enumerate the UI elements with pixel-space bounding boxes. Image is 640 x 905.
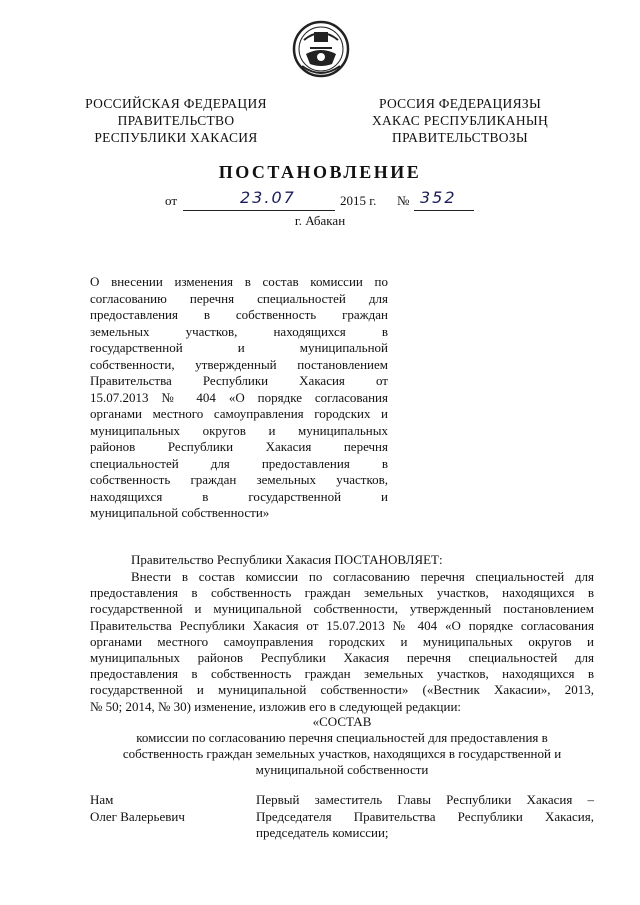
- body-line: предоставления в собственность граждан земельных участков, находящихся в: [90, 585, 594, 601]
- subject-line: государственной и муниципальной: [90, 340, 388, 355]
- resolution-body: [90, 569, 594, 715]
- member-surname: Нам: [90, 792, 114, 807]
- member-role-line: Председателя Правительства Республики Хакасия,: [256, 808, 594, 824]
- body-line: государственной и муниципальной собственности» («Вестник Хакасии», 2013,: [90, 682, 594, 698]
- resolution-subject: [90, 274, 388, 522]
- body-line: № 50; 2014, № 30) изменение, изложив его в следующей редакции:: [90, 698, 462, 714]
- subject-line: специальностей для предоставления в: [90, 455, 388, 471]
- body-line: государственной и муниципальной собственности, утвержденный постановлением: [90, 601, 594, 617]
- body-line: Внести в состав комиссии по согласованию перечня специальностей для: [131, 569, 594, 584]
- subject-line: предоставления в собственность граждан: [90, 307, 388, 322]
- handwritten-number: 352: [420, 188, 457, 207]
- city-label: г. Абакан: [294, 213, 346, 228]
- header-left-line: РЕСПУБЛИКИ ХАКАСИЯ: [94, 130, 258, 145]
- subject-line: собственности, утвержденный постановлением: [90, 356, 388, 372]
- member-role-line: председатель комиссии;: [256, 825, 389, 840]
- header-left-line: РОССИЙСКАЯ ФЕДЕРАЦИЯ: [85, 96, 267, 111]
- member-role: [256, 792, 594, 842]
- body-line: Правительства Республики Хакасия от 15.07.2013 № 404 «О порядке согласования: [90, 617, 594, 633]
- header-right-khakas: [340, 95, 580, 146]
- preamble: Правительство Республики Хакасия ПОСТАНОВЛЯЕТ:: [131, 552, 443, 567]
- body-line: органами местного самоуправления городских и муниципальных округов и: [90, 633, 594, 649]
- document-type-title: ПОСТАНОВЛЕНИЕ: [218, 162, 422, 182]
- header-right-line: ХАКАС РЕСПУБЛИКАНЫҢ: [371, 113, 549, 128]
- subject-line: собственность граждан земельных участков,: [90, 472, 388, 487]
- year-text: 2015 г.: [340, 193, 377, 208]
- header-right-line: РОССИЯ ФЕДЕРАЦИЯЗЫ: [378, 96, 542, 111]
- body-line: предоставления в собственность граждан земельных участков, находящихся в: [90, 666, 594, 682]
- subject-line: районов Республики Хакасия перечня: [90, 439, 388, 454]
- khakassia-emblem-icon: [292, 18, 350, 80]
- subject-line: муниципальной собственности»: [90, 505, 270, 520]
- subject-line: муниципальных округов и муниципальных: [90, 422, 388, 438]
- member-name: [90, 792, 185, 825]
- subject-line: органами местного самоуправления городских и: [90, 406, 388, 421]
- body-line: муниципальных районов Республики Хакасия перечня специальностей для: [90, 650, 594, 666]
- subject-line: находящихся в государственной и: [90, 488, 388, 504]
- member-given-names: Олег Валерьевич: [90, 808, 185, 824]
- date-prefix: от: [165, 193, 178, 208]
- header-left-line: ПРАВИТЕЛЬСТВО: [117, 113, 235, 128]
- member-role-line: Первый заместитель Главы Республики Хакасия –: [256, 792, 594, 807]
- handwritten-date: 23.07: [240, 188, 296, 207]
- composition-line: комиссии по согласованию перечня специальностей для предоставления в: [136, 730, 548, 745]
- header-right-line: ПРАВИТЕЛЬСТВОЗЫ: [392, 130, 528, 145]
- subject-line: земельных участков, находящихся в: [90, 323, 388, 339]
- subject-line: Правительства Республики Хакасия от: [90, 373, 388, 388]
- subject-line: согласованию перечня специальностей для: [90, 290, 388, 306]
- composition-line: муниципальной собственности: [255, 762, 429, 777]
- subject-line: О внесении изменения в состав комиссии по: [90, 274, 388, 289]
- composition-heading: «СОСТАВ: [312, 714, 372, 729]
- subject-line: 15.07.2013 № 404 «О порядке согласования: [90, 389, 388, 405]
- header-left-russian: [56, 95, 296, 146]
- number-sign: №: [397, 193, 410, 208]
- composition-line: собственность граждан земельных участков, находящихся в государственной и: [122, 746, 562, 761]
- composition-subtitle: [90, 730, 594, 778]
